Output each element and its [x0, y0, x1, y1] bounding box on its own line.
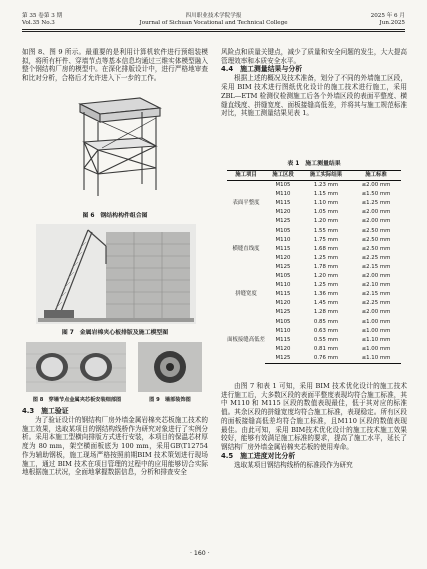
section-4-5-heading: 4.5 施工进度对比分析 [221, 451, 296, 460]
right-para-1: 风险点和质量关键点，减少了质量和安全问题的发生，大大提高管理效率和本质安全水平。 [221, 48, 407, 65]
table-cell: M115 [275, 336, 291, 343]
table-cell-item: 拼缝宽度 [235, 291, 257, 298]
table-cell: M120 [275, 300, 291, 307]
volume-en: Vol.35 No.3 [22, 20, 55, 26]
table-cell: ≤2.15 mm [361, 291, 391, 298]
table-cell: 1.20 mm [313, 218, 339, 225]
left-para-1: 如图 8、图 9 所示。最重要的是利用计算机软件进行预组装模拟，将所有杆件、穿墙节点等基本信息均通过三维实体模型融入整个钢结构厂房的模型中。在深化排版设计中，进行严格地审查和比对分析，合格后才允许进入下一步的工作。 [22, 48, 208, 83]
table-cell-item: 面板接缝高低差 [227, 336, 265, 343]
table-cell: 1.10 mm [313, 200, 339, 207]
figure-8-wall-node [26, 342, 126, 392]
table-cell: M125 [275, 218, 291, 225]
table-cell: M105 [275, 182, 291, 189]
journal-title: 四川职业技术学院学报 [185, 13, 242, 19]
table-cell: ≤1.00 mm [361, 327, 391, 334]
table-cell: ≤1.50 mm [361, 191, 391, 198]
table-cell: ≤2.50 mm [361, 227, 391, 234]
table-row [227, 272, 401, 281]
results-table [227, 170, 401, 364]
table-cell: ≤2.00 mm [361, 273, 391, 280]
table-cell: M105 [275, 227, 291, 234]
header-rule [22, 29, 405, 30]
volume-cn: 第 35 卷第 3 期 [22, 13, 63, 19]
table-cell: 1.15 mm [313, 191, 339, 198]
table-cell: ≤2.00 mm [361, 209, 391, 216]
table-cell: ≤2.00 mm [361, 218, 391, 225]
right-column-lower [221, 382, 407, 469]
table-cell: 1.36 mm [313, 291, 339, 298]
table-cell: 0.55 mm [313, 336, 339, 343]
issue-date-en: Jun.2025 [379, 20, 405, 26]
journal-title-en: Journal of Sichuan Vocational and Technical College [139, 20, 288, 26]
table-cell: ≤1.10 mm [351, 354, 401, 364]
right-para-2: 根据上述的概况及技术准备，划分了不同的外墙施工区段，采用 BIM 技术进行图纸优化设计的施工技术进行施工，采用 ZBL—ETM 检测仪检测施工后各个外墙区段的表面平整度、横缝直线度、拼缝宽度、面板接缝高低差，并将其与施工规范标准对比，其施工测量结果见表 1。 [221, 74, 407, 118]
table-cell: 1.68 mm [313, 245, 339, 252]
left-para-2: 为了验证设计的钢结构厂房外墙金属岩棉夹芯板施工技术的施工效果，选取某项目的钢结构线桥作为研究对象进行了实例分析。采用本施工型横向排版方式进行安装，本项目的保温芯材厚度为 80 mm，架空横面板底为 100 mm，采用GB\T12754 作为辅助钢板，施工现场严格按照前期BIM 技术策划进行现场施工，通过 BIM 技术在项目管理的过程中的应用能够切合实际地根据施工状况，全面地掌握数据信息，分析和排查安全 [22, 416, 208, 477]
table-cell: M105 [275, 273, 291, 280]
table-cell: 1.25 mm [313, 254, 339, 261]
table-row [227, 318, 401, 327]
figure-7-caption: 图 7 金属岩棉夹心板排版及施工模型图 [61, 330, 169, 336]
section-4-3-heading: 4.3 施工验证 [22, 407, 69, 415]
table-cell: 1.78 mm [313, 263, 339, 270]
figure-8-caption: 图 8 穿墙节点金属夹芯板安装细部图 [32, 397, 122, 403]
table-cell: ≤2.25 mm [361, 300, 391, 307]
table-cell: ≤1.00 mm [361, 318, 391, 325]
table-1-caption: 表 1 施工测量结果 [287, 161, 341, 167]
table-cell: M120 [275, 254, 291, 261]
table-cell: 0.76 mm [301, 354, 351, 364]
table-cell: M115 [275, 200, 291, 207]
table-cell: 1.45 mm [313, 300, 339, 307]
right-para-4: 选取某项目钢结构线桥的标准段作为研究 [234, 460, 353, 469]
table-cell: M125 [265, 354, 301, 364]
table-cell: M120 [275, 209, 291, 216]
table-header-cell: 施工区段 [265, 171, 301, 181]
section-4-4-heading: 4.4 施工测量结果与分析 [221, 65, 303, 74]
table-cell: ≤2.00 mm [361, 182, 391, 189]
left-column-lower [22, 407, 208, 477]
header-rule-thin [22, 31, 405, 32]
figure-9-wall-decoration [138, 342, 202, 392]
table-cell: ≤2.50 mm [361, 245, 391, 252]
figure-6-steel-frame [62, 92, 172, 202]
table-cell: M120 [275, 345, 291, 352]
table-cell: M125 [275, 263, 291, 270]
table-cell: 1.05 mm [313, 209, 339, 216]
issue-date: 2025 年 6 月 [370, 13, 405, 19]
table-cell: M110 [275, 191, 291, 198]
table-cell: 0.85 mm [313, 318, 339, 325]
left-column [22, 48, 208, 83]
table-cell: ≤2.25 mm [361, 254, 391, 261]
right-para-3: 由图 7 和表 1 可知，采用 BIM 技术优化设计的施工技术进行施工后，大多数区段的表面平整度表现均符合施工标准，其中 M110 和 M115 区段的数值表现最佳，低于其对应的标准值。其余区段的拼缝宽度均符合施工标准，表现稳定。所有区段的面板接缝高低差均符合施工标准，且M110 区段的数值表现最佳。由此可知，采用 BIM技术优化设计的施工技术施工效果较好，能够有效满足施工标准的要求，提高了施工水平，延长了钢结构厂房外墙金属岩棉夹芯板的使用寿命。 [221, 382, 407, 451]
table-cell: M125 [275, 309, 291, 316]
table-cell: M115 [275, 291, 291, 298]
table-cell: M110 [275, 282, 291, 289]
table-cell: ≤2.50 mm [361, 236, 391, 243]
table-row [227, 227, 401, 236]
table-cell: M110 [275, 327, 291, 334]
table-cell: 1.20 mm [313, 273, 339, 280]
table-cell: ≤2.15 mm [361, 263, 391, 270]
table-cell: M115 [275, 245, 291, 252]
figure-9-caption: 图 9 墙部装饰图 [149, 397, 191, 403]
table-cell: ≤1.25 mm [361, 200, 391, 207]
table-header-cell: 施工标准 [351, 171, 401, 181]
table-header-cell: 施工项目 [227, 171, 265, 181]
table-cell: ≤2.00 mm [361, 309, 391, 316]
figure-7-cladding-model [36, 224, 196, 324]
table-cell: M105 [275, 318, 291, 325]
table-cell: 1.75 mm [313, 236, 339, 243]
page-number: · 160 · [190, 550, 210, 557]
figure-6-caption: 图 6 钢结构构件组合图 [82, 213, 148, 219]
table-row [227, 181, 401, 191]
table-cell: ≤1.00 mm [361, 345, 391, 352]
table-cell: ≤1.10 mm [361, 336, 391, 343]
right-column [221, 48, 407, 118]
table-cell-item: 表面平整度 [232, 200, 260, 207]
table-cell-item: 横缝直线度 [232, 245, 260, 252]
table-cell: 0.63 mm [313, 327, 339, 334]
table-cell: 1.23 mm [313, 182, 339, 189]
table-cell: M110 [275, 236, 291, 243]
table-cell: 1.25 mm [313, 282, 339, 289]
table-cell: 1.28 mm [313, 309, 339, 316]
table-cell: 0.81 mm [313, 345, 339, 352]
table-cell: 1.55 mm [313, 227, 339, 234]
table-cell: ≤2.10 mm [361, 282, 391, 289]
table-header-cell: 施工实际结果 [301, 171, 351, 181]
